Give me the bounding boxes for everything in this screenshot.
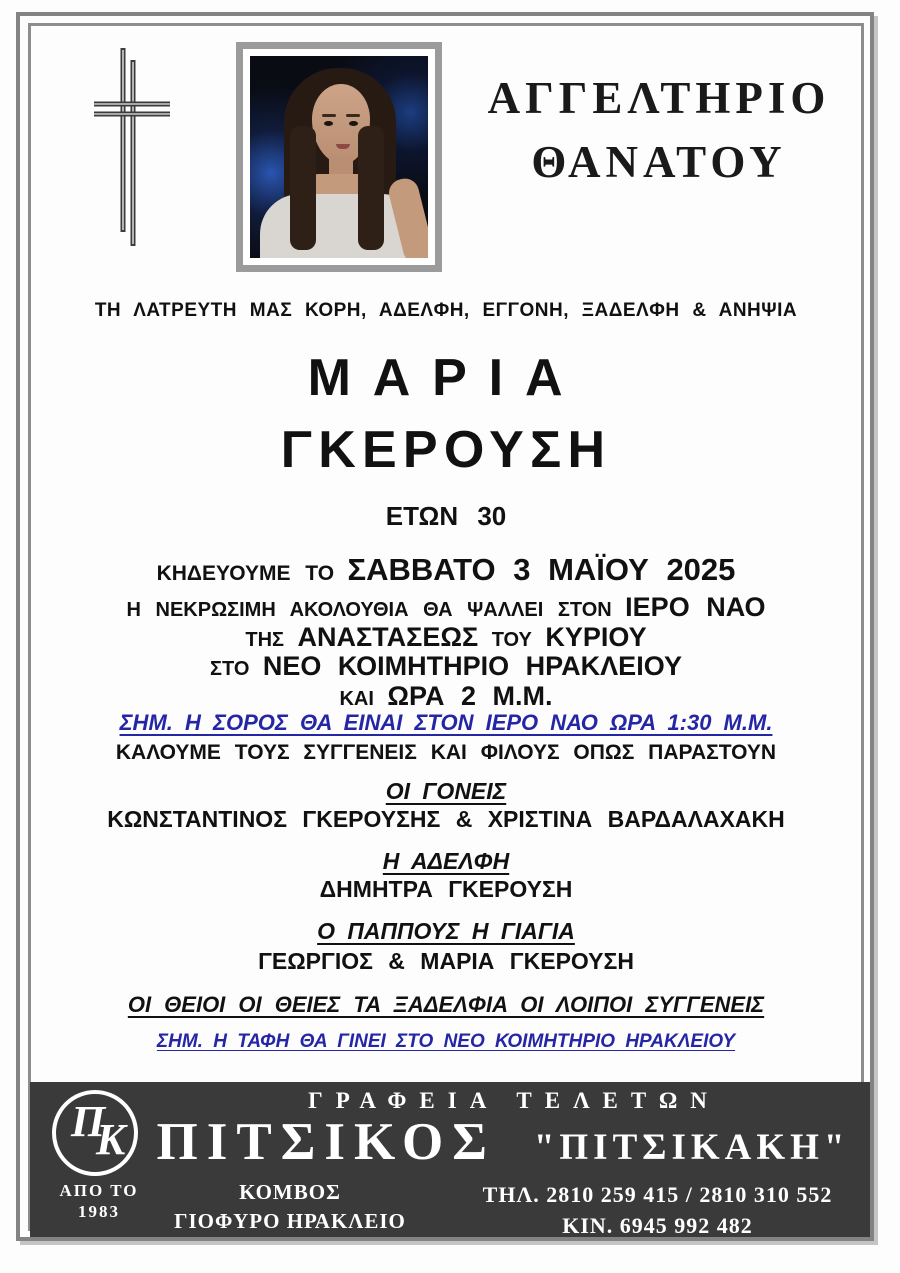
location-line2: ΓΙΟΦΥΡΟ ΗΡΑΚΛΕΙΟ — [174, 1209, 406, 1233]
grandparents-names: ΓΕΩΡΓΙΟΣ & ΜΑΡΙΑ ΓΚΕΡΟΥΣΗ — [258, 948, 634, 974]
phone-landlines: ΤΗΛ. 2810 259 415 / 2810 310 552 — [482, 1182, 833, 1207]
photo-hair-left — [290, 126, 316, 250]
deceased-first-name: ΜΑΡΙΑ — [307, 349, 585, 407]
grandparents-header: Ο ΠΑΠΠΟΥΣ Η ΓΙΑΓΙΑ — [317, 918, 575, 944]
funeral-home-brand — [142, 1112, 864, 1172]
church-article1: ΤΗΣ — [245, 629, 285, 651]
service-text: Η ΝΕΚΡΩΣΙΜΗ ΑΚΟΛΟΥΘΙΑ ΘΑ ΨΑΛΛΕΙ ΣΤΟΝ — [126, 599, 612, 621]
church-article2: ΤΟΥ — [491, 629, 532, 651]
service-church: ΙΕΡΟ ΝΑΟ — [625, 592, 766, 622]
church-name1: ΑΝΑΣΤΑΣΕΩΣ — [297, 622, 479, 652]
coffin-note: ΣΗΜ. Η ΣΟΡΟΣ ΘΑ ΕΙΝΑΙ ΣΤΟΝ ΙΕΡΟ ΝΑΟ ΩΡΑ 1:30 Μ.Μ. — [119, 710, 773, 735]
logo-letter-pi: Π — [71, 1097, 106, 1146]
photo-eye-right — [349, 121, 358, 126]
parents-header: ΟΙ ΓΟΝΕΙΣ — [385, 778, 507, 804]
location-line1: ΚΟΜΒΟΣ — [239, 1180, 341, 1204]
funeral-date-value: ΣΑΒΒΑΤΟ 3 ΜΑΪΟΥ 2025 — [347, 552, 736, 587]
funeral-home-phones — [460, 1179, 855, 1241]
deceased-last-name: ΓΚΕΡΟΥΣΗ — [280, 421, 612, 479]
brand-name-quote: "ΠΙΤΣΙΚΑΚΗ" — [533, 1127, 850, 1168]
phone-mobile: ΚΙΝ. 6945 992 482 — [562, 1213, 753, 1238]
funeral-home-footer — [30, 1082, 870, 1237]
dedication-line: ΤΗ ΛΑΤΡΕΥΤΗ ΜΑΣ ΚΟΡΗ, ΑΔΕΛΦΗ, ΕΓΓΟΝΗ, ΞΑΔΕΛΦΗ & ΑΝΗΨΙΑ — [94, 300, 798, 321]
funeral-date-prefix: ΚΗΔΕΥΟΥΜΕ ΤΟ — [156, 562, 335, 585]
relatives-line: ΟΙ ΘΕΙΟΙ ΟΙ ΘΕΙΕΣ ΤΑ ΞΑΔΕΛΦΙΑ ΟΙ ΛΟΙΠΟΙ ΣΥΓΓΕΝΕΙΣ — [127, 992, 765, 1017]
photo-mouth — [336, 144, 350, 149]
church-name-line — [50, 622, 842, 653]
portrait-photo-frame — [236, 42, 442, 272]
sister-header: Η ΑΔΕΛΦΗ — [382, 848, 510, 874]
pk-monogram-icon — [52, 1090, 138, 1176]
age-line: ΕΤΩΝ 30 — [385, 501, 507, 531]
church-name2: ΚΥΡΙΟΥ — [545, 622, 647, 652]
time-value: ΩΡΑ 2 Μ.Μ. — [387, 681, 553, 711]
funeral-home-location — [170, 1178, 410, 1236]
service-line — [50, 592, 842, 623]
funeral-date-line — [50, 552, 842, 588]
funeral-home-tagline: ΓΡΑΦΕΙΑ ΤΕΛΕΤΩΝ — [308, 1088, 720, 1113]
time-prefix: ΚΑΙ — [339, 688, 374, 710]
page-title-line1: ΑΓΓΕΛΤΗΡΙΟ — [487, 73, 831, 123]
burial-note: ΣΗΜ. Η ΤΑΦΗ ΘΑ ΓΙΝΕΙ ΣΤΟ ΝΕΟ ΚΟΙΜΗΤΗΡΙΟ ΗΡΑΚΛΕΙΟΥ — [156, 1031, 736, 1052]
cemetery-line — [50, 651, 842, 682]
since-label — [38, 1180, 160, 1222]
since-line2: 1983 — [78, 1202, 120, 1221]
photo-brow-right — [346, 114, 360, 117]
cemetery-name: ΝΕΟ ΚΟΙΜΗΤΗΡΙΟ ΗΡΑΚΛΕΙΟΥ — [262, 651, 682, 681]
photo-eye-left — [324, 121, 333, 126]
invitation-line: ΚΑΛΟΥΜΕ ΤΟΥΣ ΣΥΓΓΕΝΕΙΣ ΚΑΙ ΦΙΛΟΥΣ ΟΠΩΣ ΠΑΡΑΣΤΟΥΝ — [115, 741, 777, 764]
photo-brow-left — [322, 114, 336, 117]
parents-names: ΚΩΝΣΤΑΝΤΙΝΟΣ ΓΚΕΡΟΥΣΗΣ & ΧΡΙΣΤΙΝΑ ΒΑΡΔΑΛΑΧΑΚΗ — [107, 806, 785, 832]
logo-letter-k: Κ — [96, 1115, 126, 1164]
page-title-line2: ΘΑΝΑΤΟΥ — [531, 137, 787, 187]
cross-icon — [90, 46, 174, 253]
brand-name-main: ΠΙΤΣΙΚΟΣ — [156, 1113, 496, 1171]
sister-name: ΔΗΜΗΤΡΑ ΓΚΕΡΟΥΣΗ — [319, 876, 573, 902]
since-line1: ΑΠΟ ΤΟ — [59, 1181, 139, 1200]
time-line — [50, 681, 842, 712]
cemetery-prefix: ΣΤΟ — [210, 658, 250, 680]
portrait-photo — [250, 56, 428, 258]
photo-hair-right — [358, 126, 384, 250]
page-title — [458, 66, 860, 194]
